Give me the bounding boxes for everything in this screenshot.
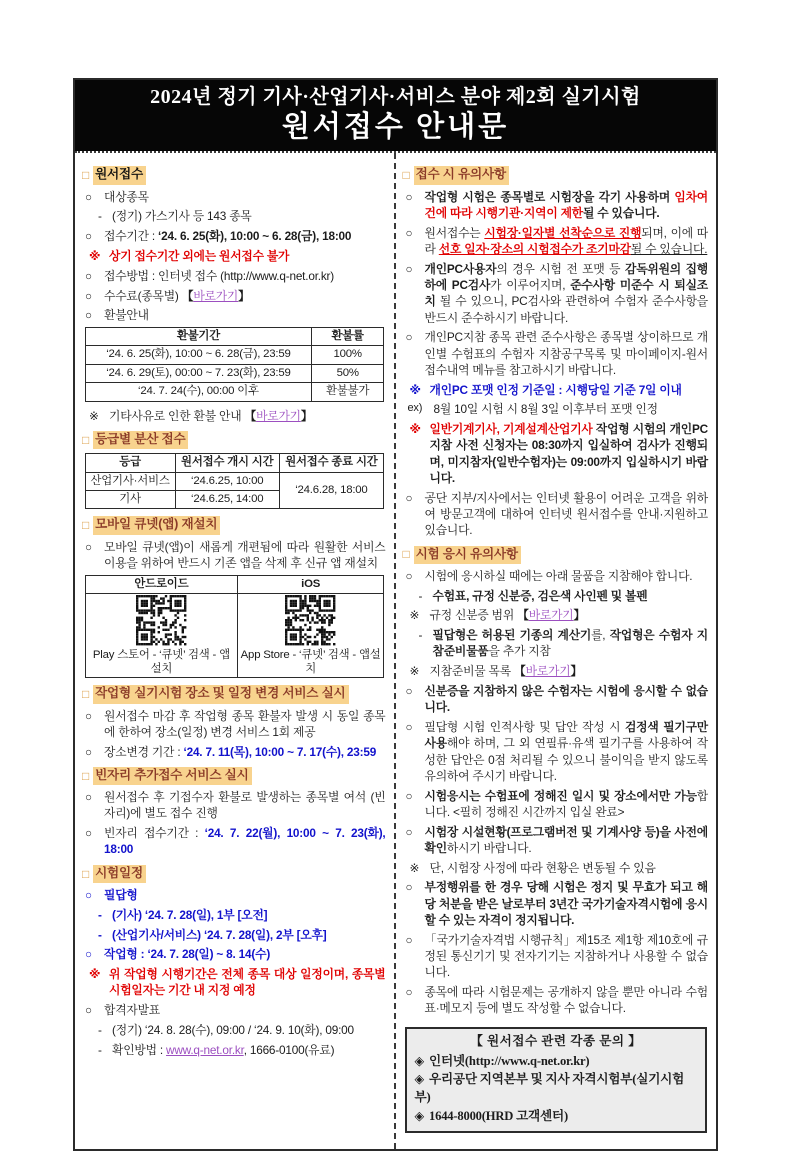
table-header-cell: 원서접수 개시 시간 bbox=[175, 454, 279, 472]
text-segment: ‘24. 7. 22(월), 10:00 ~ 7. 23(화), 18:00 bbox=[104, 826, 386, 857]
diamond-bullet-icon: ◈ bbox=[414, 1108, 424, 1123]
circle-marker-icon: ○ bbox=[405, 788, 413, 803]
text-segment: 원서접수 후 기접수자 환불로 발생하는 종목별 여석 (빈자리)에 별도 접수 진행 bbox=[104, 790, 386, 821]
section-header-label bbox=[93, 865, 146, 883]
text-segment: 일반기계기사, 기계설계산업기사 bbox=[429, 422, 593, 437]
text-segment: 빈자리 추가접수 서비스 실시 bbox=[95, 767, 249, 782]
table-header-cell: 등급 bbox=[85, 454, 175, 472]
table-header-cell: iOS bbox=[238, 575, 384, 593]
ex-marker-icon: ex) bbox=[407, 402, 423, 415]
other-refund-link[interactable]: 바로가기 bbox=[256, 408, 301, 423]
doc-line bbox=[404, 719, 709, 784]
circle-marker-icon: ○ bbox=[85, 539, 92, 554]
text-segment: 작업형은 수험자 지참준비물품 bbox=[432, 628, 708, 659]
text-segment: (산업기사/서비스) ‘24. 7. 28(일), 2부 [오후] bbox=[112, 927, 327, 942]
doc-line bbox=[83, 248, 386, 264]
text-segment: 접수방법 : 인터넷 접수 (http://www.q-net.or.kr) bbox=[104, 268, 335, 283]
document-title: 원서접수 안내문 bbox=[281, 111, 510, 143]
table-header-cell: 환불기간 bbox=[85, 328, 312, 346]
doc-line bbox=[83, 887, 386, 903]
note-marker-icon: ※ bbox=[409, 422, 421, 437]
table-cell: ‘24. 6. 25(화), 10:00 ~ 6. 28(금), 23:59 bbox=[85, 346, 312, 364]
text-segment: 시험 응시 유의사항 bbox=[415, 546, 518, 561]
circle-marker-icon: ○ bbox=[405, 684, 413, 698]
circle-marker-icon: ○ bbox=[405, 189, 413, 204]
doc-line bbox=[83, 228, 386, 244]
doc-line bbox=[404, 788, 709, 821]
section-worktype-change bbox=[82, 685, 386, 703]
text-segment: 필답형 bbox=[104, 888, 138, 903]
table-cell: ‘24. 6. 29(토), 00:00 ~ 7. 23(화), 23:59 bbox=[85, 364, 312, 382]
qnet-link[interactable]: www.q-net.or.kr bbox=[166, 1042, 244, 1057]
text-segment: 【 bbox=[244, 408, 257, 423]
section-exam-day-notice bbox=[403, 546, 709, 564]
circle-marker-icon: ○ bbox=[85, 708, 92, 723]
table-cell: 100% bbox=[312, 346, 384, 364]
fee-link[interactable]: 바로가기 bbox=[193, 288, 239, 303]
circle-marker-icon: ○ bbox=[85, 268, 92, 283]
text-segment: 】 bbox=[238, 288, 250, 303]
text-segment: 시험에 응시하실 때에는 아래 물품을 지참해야 합니다. bbox=[424, 568, 693, 583]
qr-code-ios bbox=[285, 595, 335, 645]
text-segment: 하시기 바랍니다. bbox=[446, 840, 532, 855]
table-cell: 환불불가 bbox=[312, 383, 384, 401]
contact-box bbox=[405, 1027, 708, 1133]
doc-line bbox=[404, 879, 709, 928]
doc-line bbox=[404, 421, 709, 486]
text-segment: 】 bbox=[300, 408, 313, 423]
note-marker-icon: ※ bbox=[409, 860, 420, 875]
section-receipt-notice bbox=[403, 166, 709, 184]
text-segment: (정기) ‘24. 8. 28(수), 09:00 / ‘24. 9. 10(화), 09:00 bbox=[112, 1022, 354, 1037]
circle-marker-icon: ○ bbox=[85, 308, 92, 323]
doc-line bbox=[404, 860, 709, 876]
dash-marker-icon: - bbox=[98, 209, 102, 224]
qr-cell bbox=[85, 594, 238, 678]
text-segment: 장소변경 기간 : bbox=[104, 744, 184, 759]
text-segment: 단, 시험장 사정에 따라 현황은 변동될 수 있음 bbox=[429, 860, 656, 875]
qr-cell bbox=[238, 594, 384, 678]
text-segment: 필답형은 허용된 기종의 계산기 bbox=[432, 628, 592, 643]
text-segment: 】 bbox=[573, 608, 586, 623]
grade-schedule-table bbox=[85, 453, 384, 509]
text-segment: 접수 시 유의사항 bbox=[415, 167, 506, 182]
section-header-label bbox=[93, 166, 146, 184]
doc-line bbox=[83, 789, 386, 822]
doc-line bbox=[404, 568, 709, 584]
text-segment: 임차여건에 따라 시행기관·지역이 제한 bbox=[424, 189, 708, 220]
diamond-bullet-icon: ◈ bbox=[414, 1053, 424, 1068]
dash-marker-icon: - bbox=[418, 588, 423, 603]
contact-item-text: 1644-8000(HRD 고객센터) bbox=[429, 1108, 568, 1123]
text-segment: 규정 신분증 범위 bbox=[429, 608, 518, 623]
text-segment: 】 bbox=[570, 664, 583, 679]
text-segment: 위 작업형 시행기간은 전체 종목 대상 일정이며, 종목별 시험일자는 기간 내 지정 예정 bbox=[109, 967, 386, 998]
section-header-label bbox=[93, 431, 188, 449]
qr-caption: App Store - ‘큐넷’ 검색 - 앱설치 bbox=[240, 648, 381, 675]
text-segment: 수험표, 규정 신분증, 검은색 사인펜 및 볼펜 bbox=[432, 588, 648, 603]
text-segment: 모바일 큐넷(앱) 재설치 bbox=[95, 517, 218, 532]
circle-marker-icon: ○ bbox=[405, 261, 413, 276]
doc-line bbox=[83, 966, 386, 999]
text-segment: 선호 일자·장소의 시험접수가 조기마감 bbox=[438, 242, 631, 257]
text-segment: 될 수 있으니, PC검사와 관련하여 수험자 준수사항을 반드시 준수하시기 바랍니다. bbox=[424, 294, 708, 325]
doc-line bbox=[83, 946, 386, 962]
circle-marker-icon: ○ bbox=[405, 568, 413, 583]
text-segment: 준수사항 미준수 시 퇴실조치 bbox=[424, 278, 708, 309]
doc-line bbox=[404, 932, 709, 981]
bring-items-link[interactable]: 바로가기 bbox=[525, 664, 571, 679]
text-segment: (정기) 가스기사 등 143 종목 bbox=[112, 209, 252, 224]
contact-box-title: 【 원서접수 관련 각종 문의 】 bbox=[470, 1033, 642, 1048]
text-segment: 지참준비물 목록 bbox=[429, 664, 515, 679]
text-segment: 환불안내 bbox=[104, 308, 149, 323]
refund-table bbox=[85, 327, 384, 402]
circle-marker-icon: ○ bbox=[405, 985, 413, 1000]
circle-marker-icon: ○ bbox=[85, 229, 92, 244]
note-marker-icon: ※ bbox=[409, 382, 421, 397]
doc-line bbox=[83, 268, 386, 284]
dash-marker-icon: - bbox=[98, 927, 102, 942]
text-segment: 수수료(종목별) bbox=[104, 288, 182, 303]
text-segment: 상기 접수기간 외에는 원서접수 불가 bbox=[109, 249, 290, 264]
text-segment: 원서접수 bbox=[95, 167, 143, 182]
note-marker-icon: ※ bbox=[89, 967, 101, 982]
section-checkbox-icon: □ bbox=[82, 687, 90, 702]
diamond-bullet-icon: ◈ bbox=[414, 1072, 424, 1087]
text-segment: 작업형 : ‘24. 7. 28(일) ~ 8. 14(수) bbox=[104, 947, 271, 962]
text-segment: , 1666-0100(유료) bbox=[243, 1042, 335, 1057]
doc-line bbox=[404, 490, 709, 539]
qr-table bbox=[85, 575, 384, 678]
text-segment: ‘24. 7. 11(목), 10:00 ~ 7. 17(수), 23:59 bbox=[183, 744, 377, 759]
doc-line bbox=[404, 683, 709, 716]
text-segment: 공단 지부/지사에서는 인터넷 활용이 어려운 고객을 위하여 방문고객에 대하여 인터넷 원서접수를 안내·지원하고 있습니다. bbox=[424, 490, 708, 538]
circle-marker-icon: ○ bbox=[405, 880, 413, 895]
doc-line bbox=[83, 708, 386, 741]
circle-marker-icon: ○ bbox=[85, 888, 92, 903]
text-segment: 가 이루어지며, bbox=[490, 278, 571, 293]
text-segment: 시험일정 bbox=[95, 865, 143, 880]
text-segment: 종목에 따라 시험문제는 공개하지 않을 뿐만 아니라 수험표·메모지 등에 별도 작성할 수 없습니다. bbox=[424, 985, 708, 1016]
text-segment: 모바일 큐넷(앱)이 새롭게 개편됨에 따라 원활한 서비스 이용을 위하여 반드시 기존 앱을 삭제 후 신규 앱 재설치 bbox=[104, 539, 386, 571]
note-marker-icon: ※ bbox=[89, 408, 99, 423]
text-segment: 될 수 있습니다. bbox=[583, 205, 660, 220]
two-column-body bbox=[75, 151, 716, 1149]
text-segment: 확인방법 : bbox=[112, 1042, 167, 1057]
contact-item-text: 우리공단 지역본부 및 지사 자격시험부(실기시험부) bbox=[414, 1072, 685, 1105]
section-header-label bbox=[93, 767, 251, 785]
table-header-cell: 원서접수 종료 시간 bbox=[279, 454, 383, 472]
contact-item bbox=[415, 1052, 698, 1070]
text-segment: 작업형 시험은 종목별로 시험장을 각기 사용하며 bbox=[424, 189, 675, 204]
note-marker-icon: ※ bbox=[409, 608, 420, 623]
dash-marker-icon: - bbox=[98, 1022, 102, 1037]
section-header-label bbox=[93, 685, 348, 703]
text-segment: 원서접수는 bbox=[424, 225, 485, 240]
text-segment: 검정색 필기구만 사용 bbox=[424, 720, 709, 751]
doc-line bbox=[83, 208, 386, 224]
doc-line bbox=[404, 225, 709, 258]
text-segment: 될 수 있습니다. bbox=[630, 242, 708, 257]
circle-marker-icon: ○ bbox=[405, 932, 413, 947]
text-segment: 8월 10일 시험 시 8월 3일 이후부터 포맷 인정 bbox=[433, 402, 658, 417]
table-cell: 기사 bbox=[85, 491, 175, 509]
doc-line bbox=[83, 539, 386, 572]
table-cell: 50% bbox=[312, 364, 384, 382]
section-vacancy bbox=[82, 767, 386, 785]
id-range-link[interactable]: 바로가기 bbox=[528, 608, 574, 623]
dash-marker-icon: - bbox=[98, 907, 102, 922]
circle-marker-icon: ○ bbox=[405, 720, 413, 735]
circle-marker-icon: ○ bbox=[405, 824, 413, 839]
text-segment: 시험장 시설현황(프로그램버전 및 기계사양 등)을 사전에 확인 bbox=[424, 824, 708, 855]
section-checkbox-icon: □ bbox=[82, 768, 90, 783]
doc-line bbox=[83, 825, 386, 858]
section-header-label bbox=[93, 516, 220, 534]
text-segment: 해야 하며, 그 외 연필류·유색 필기구를 사용하여 작성한 답안은 0점 처리될 수 있으니 불이익을 받지 않도록 유의하여 주시기 바랍니다. bbox=[424, 736, 708, 783]
text-segment: 합니다. <필히 정해진 시간까지 입실 완료> bbox=[424, 788, 708, 819]
doc-line bbox=[83, 907, 386, 923]
text-segment: 원서접수 마감 후 작업형 종목 환불자 발생 시 동일 종목에 한하여 장소(일정) 변경 서비스 1회 제공 bbox=[104, 708, 386, 739]
text-segment: 빈자리 접수기간 : bbox=[104, 826, 205, 841]
doc-line bbox=[83, 1002, 386, 1018]
note-marker-icon: ※ bbox=[89, 249, 101, 264]
qr-caption: Play 스토어 - ‘큐넷’ 검색 - 앱설치 bbox=[92, 648, 230, 675]
text-segment: 접수기간 : bbox=[104, 229, 159, 244]
text-segment: 대상종목 bbox=[104, 189, 149, 204]
right-column bbox=[396, 153, 717, 1149]
section-checkbox-icon: □ bbox=[82, 518, 90, 533]
text-segment: 시험장·일자별 선착순으로 진행 bbox=[484, 225, 642, 240]
doc-line bbox=[83, 1022, 386, 1038]
contact-item bbox=[415, 1070, 698, 1107]
circle-marker-icon: ○ bbox=[405, 490, 413, 505]
doc-line bbox=[404, 189, 709, 222]
doc-line bbox=[83, 408, 386, 424]
text-segment: 기타사유로 인한 환불 안내 bbox=[109, 408, 245, 423]
text-segment: 의 경우 시험 전 포맷 등 bbox=[496, 261, 625, 276]
text-segment: 시험응시는 수험표에 정해진 일시 및 장소에서만 가능 bbox=[424, 788, 697, 803]
text-segment: 신분증을 지참하지 않은 수험자는 시험에 응시할 수 없습니다. bbox=[424, 684, 708, 715]
section-checkbox-icon: □ bbox=[402, 547, 410, 562]
text-segment: 합격자발표 bbox=[104, 1003, 160, 1018]
doc-line bbox=[404, 627, 709, 660]
doc-line bbox=[404, 261, 709, 326]
table-header-cell: 안드로이드 bbox=[85, 575, 238, 593]
doc-line bbox=[83, 189, 386, 205]
doc-line bbox=[404, 824, 709, 857]
section-grade-split bbox=[82, 431, 386, 449]
contact-item-text: 인터넷(http://www.q-net.or.kr) bbox=[429, 1053, 590, 1068]
section-checkbox-icon: □ bbox=[82, 168, 90, 183]
text-segment: 【 bbox=[181, 288, 194, 303]
doc-line bbox=[404, 329, 709, 378]
circle-marker-icon: ○ bbox=[405, 330, 413, 345]
circle-marker-icon: ○ bbox=[85, 744, 92, 759]
doc-line bbox=[83, 288, 386, 304]
left-column bbox=[75, 153, 396, 1149]
doc-line bbox=[404, 984, 709, 1017]
text-segment: 작업형 실기시험 장소 및 일정 변경 서비스 실시 bbox=[95, 686, 346, 701]
section-exam-schedule bbox=[82, 865, 386, 883]
doc-line bbox=[83, 927, 386, 943]
doc-line bbox=[404, 382, 709, 398]
section-checkbox-icon: □ bbox=[82, 866, 90, 881]
circle-marker-icon: ○ bbox=[85, 288, 92, 303]
dash-marker-icon: - bbox=[98, 1042, 102, 1057]
section-wonseo-jeopsu bbox=[82, 166, 386, 184]
doc-line bbox=[404, 607, 709, 623]
section-header-label bbox=[414, 546, 521, 564]
doc-line bbox=[404, 588, 709, 604]
text-segment: 개인PC 포맷 인정 기준일 : 시행당일 기준 7일 이내 bbox=[429, 382, 682, 397]
circle-marker-icon: ○ bbox=[85, 189, 92, 204]
text-segment: 【 bbox=[517, 608, 529, 623]
text-segment: 되며, 이에 따라 bbox=[424, 225, 709, 257]
text-segment: 작업형 시험의 개인PC 지참 사전 신청자는 08:30까지 입실하여 검사가 진행되며, 미지참자(일반수험자)는 09:00까지 입실하시기 바랍니다. bbox=[429, 422, 708, 485]
text-segment: (기사) ‘24. 7. 28(일), 1부 [오전] bbox=[112, 907, 268, 922]
text-segment: 등급별 분산 접수 bbox=[95, 431, 186, 446]
circle-marker-icon: ○ bbox=[85, 790, 92, 805]
text-segment: 필답형 시험 인적사항 및 답안 작성 시 bbox=[424, 720, 625, 735]
dash-marker-icon: - bbox=[418, 628, 423, 643]
circle-marker-icon: ○ bbox=[85, 947, 92, 962]
document-subtitle: 2024년 정기 기사·산업기사·서비스 분야 제2회 실기시험 bbox=[150, 86, 641, 108]
notice-document bbox=[73, 78, 718, 1151]
table-cell-merged: ‘24.6.28, 18:00 bbox=[279, 472, 383, 509]
text-segment: 【 bbox=[514, 664, 526, 679]
text-segment: 「국가기술자격법 시행규칙」제15조 제1항 제10호에 규정된 통신기기 및 전자기기는 지참하거나 사용할 수 없습니다. bbox=[424, 932, 708, 980]
doc-line bbox=[404, 663, 709, 679]
section-checkbox-icon: □ bbox=[82, 432, 90, 447]
doc-line bbox=[83, 744, 386, 760]
table-cell: ‘24.6.25, 10:00 bbox=[175, 472, 279, 490]
circle-marker-icon: ○ bbox=[405, 225, 413, 240]
doc-line bbox=[83, 307, 386, 323]
text-segment: ‘24. 6. 25(화), 10:00 ~ 6. 28(금), 18:00 bbox=[158, 229, 352, 244]
text-segment: 개인PC지참 종목 관련 준수사항은 종목별 상이하므로 개인별 수험표의 수험자 지참공구목록 및 마이페이지-원서접수내역 메뉴를 참고하시기 바랍니다. bbox=[424, 330, 708, 377]
table-cell: ‘24.6.25, 14:00 bbox=[175, 491, 279, 509]
section-header-label bbox=[414, 166, 509, 184]
qr-code-android bbox=[136, 595, 186, 645]
section-mobile-qnet bbox=[82, 516, 386, 534]
contact-item bbox=[415, 1107, 698, 1125]
text-segment: 개인PC사용자 bbox=[424, 261, 497, 276]
doc-line bbox=[83, 1042, 386, 1058]
text-segment: 부정행위를 한 경우 당해 시험은 정지 및 무효가 되고 해당 처분을 받은 날로부터 3년간 국가기술자격시험에 응시할 수 있는 자격이 정지 bbox=[424, 880, 708, 927]
table-header-cell: 환불률 bbox=[312, 328, 384, 346]
text-segment: 됩니다. bbox=[537, 912, 575, 927]
circle-marker-icon: ○ bbox=[85, 826, 92, 841]
table-cell: ‘24. 7. 24(수), 00:00 이후 bbox=[85, 383, 312, 401]
circle-marker-icon: ○ bbox=[85, 1003, 92, 1018]
text-segment: 을 추가 지참 bbox=[488, 644, 551, 659]
section-checkbox-icon: □ bbox=[402, 168, 410, 183]
table-cell: 산업기사·서비스 bbox=[85, 472, 175, 490]
note-marker-icon: ※ bbox=[409, 664, 420, 679]
doc-line bbox=[404, 401, 709, 417]
text-segment: 를, bbox=[591, 628, 610, 643]
title-banner bbox=[75, 80, 716, 151]
text-segment: 감독위원의 집행 하에 PC검사 bbox=[424, 261, 708, 293]
